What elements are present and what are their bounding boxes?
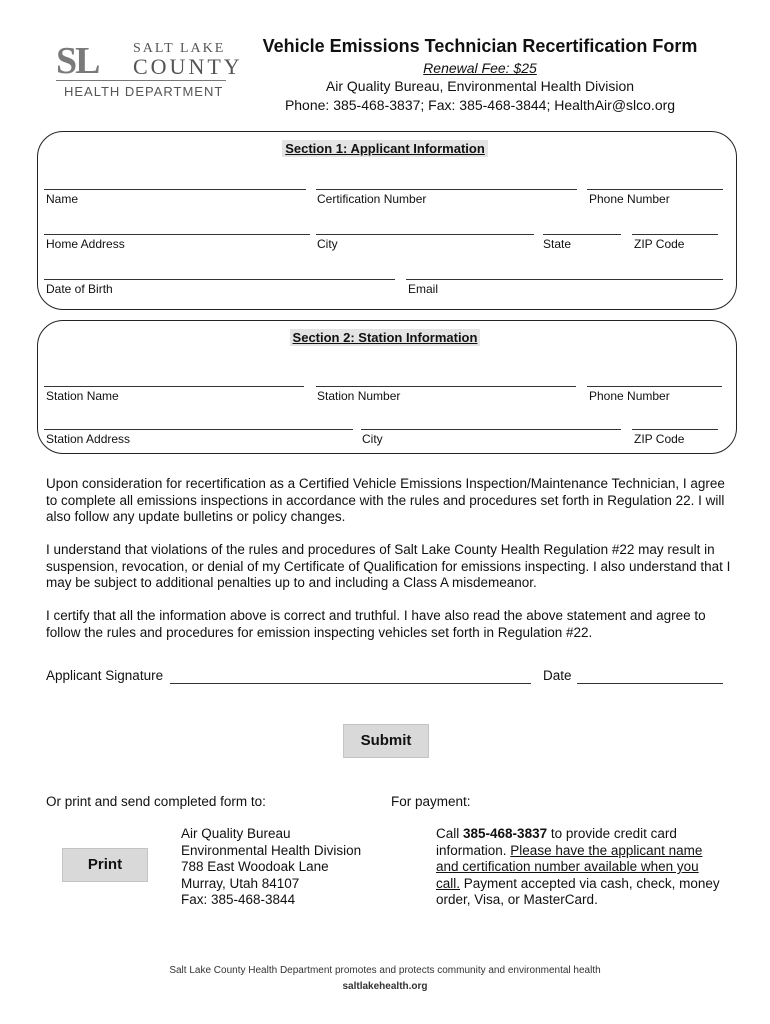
applicant-phone-field[interactable] [587,189,723,190]
signature-label: Applicant Signature [46,668,164,683]
applicant-zip-field[interactable] [632,234,718,235]
payment-instructions [436,826,726,909]
statement-paragraph: I understand that violations of the rules and procedures of Salt Lake County Health Regulation #22 may result in suspension, revocation, or denial of my Certificate of Qualification for emissions inspecting. I also understand that I may be subject to additional penalties up to and including a Class A misdemeanor. [46,542,731,591]
applicant-phone-label: Phone Number [589,192,670,206]
footer-tagline: Salt Lake County Health Department promotes and protects community and environmental health [169,965,601,976]
mailing-address [181,826,361,909]
station-name-label: Station Name [46,389,119,403]
station-city-label: City [362,432,383,446]
station-zip-field[interactable] [632,429,718,430]
address-line: Environmental Health Division [181,842,362,858]
email-field[interactable] [406,279,723,280]
section-1-title: Section 1: Applicant Information [282,140,488,157]
station-zip-label: ZIP Code [634,432,685,446]
mail-heading: Or print and send completed form to: [46,794,266,809]
logo-line1: SALT LAKE [133,41,226,56]
statement-paragraph: I certify that all the information above is correct and truthful. I have also read the above statement and agree to follow the rules and procedures for emission inspecting vehicles set forth in Regulation #22. [46,608,706,640]
date-of-birth-field[interactable] [44,279,395,280]
address-line: 788 East Woodoak Lane [181,859,329,875]
state-field[interactable] [543,234,621,235]
address-line: Murray, Utah 84107 [181,875,300,891]
name-label: Name [46,192,79,206]
signature-date-field[interactable] [577,683,723,684]
payment-methods: Payment accepted via cash, check, money order, Visa, or MasterCard. [436,875,720,908]
state-label: State [543,237,572,251]
station-name-field[interactable] [44,386,304,387]
logo-line3: HEALTH DEPARTMENT [64,84,224,99]
home-address-field[interactable] [44,234,310,235]
payment-call-text: Call [436,826,464,841]
applicant-city-field[interactable] [316,234,534,235]
print-button[interactable]: Print [62,848,148,882]
date-of-birth-label: Date of Birth [46,282,113,296]
payment-heading: For payment: [391,794,471,809]
address-line: Fax: 385-468-3844 [181,892,296,908]
station-phone-field[interactable] [587,386,722,387]
logo-initials: SL [56,42,99,78]
statement-paragraph: Upon consideration for recertification as a Certified Vehicle Emissions Inspection/Maintenance Technician, I agree to complete all emissions inspections in accordance with the rules and procedures set forth in Regulation 22. I will also follow any update bulletins or policy changes. [46,476,725,525]
date-label: Date [543,668,572,683]
station-number-field[interactable] [316,386,576,387]
form-title: Vehicle Emissions Technician Recertification Form [262,36,698,56]
station-address-field[interactable] [44,429,353,430]
email-label: Email [408,282,439,296]
station-phone-label: Phone Number [589,389,670,403]
logo-line2: COUNTY [133,54,243,79]
payment-phone: 385-468-3837 [463,826,548,841]
contact-info: Phone: 385-468-3837; Fax: 385-468-3844; HealthAir@slco.org [284,97,676,113]
payment-note: Please have the applicant name and certification number available when you call. [436,842,703,891]
county-logo-icon [56,42,132,78]
footer-website: saltlakehealth.org [342,981,428,992]
section-2-title: Section 2: Station Information [290,329,481,346]
station-address-label: Station Address [46,432,131,446]
applicant-city-label: City [317,237,338,251]
submit-button[interactable]: Submit [343,724,429,758]
payment-info-text: to provide credit card information. [436,826,677,858]
name-field[interactable] [44,189,306,190]
station-number-label: Station Number [317,389,401,403]
applicant-zip-label: ZIP Code [634,237,685,251]
address-line: Air Quality Bureau [181,826,291,841]
bureau-name: Air Quality Bureau, Environmental Health Division [325,78,635,94]
certification-number-field[interactable] [316,189,577,190]
certification-number-label: Certification Number [317,192,427,206]
home-address-label: Home Address [46,237,125,251]
station-city-field[interactable] [361,429,621,430]
signature-field[interactable] [170,683,531,684]
renewal-fee: Renewal Fee: $25 [423,60,537,76]
